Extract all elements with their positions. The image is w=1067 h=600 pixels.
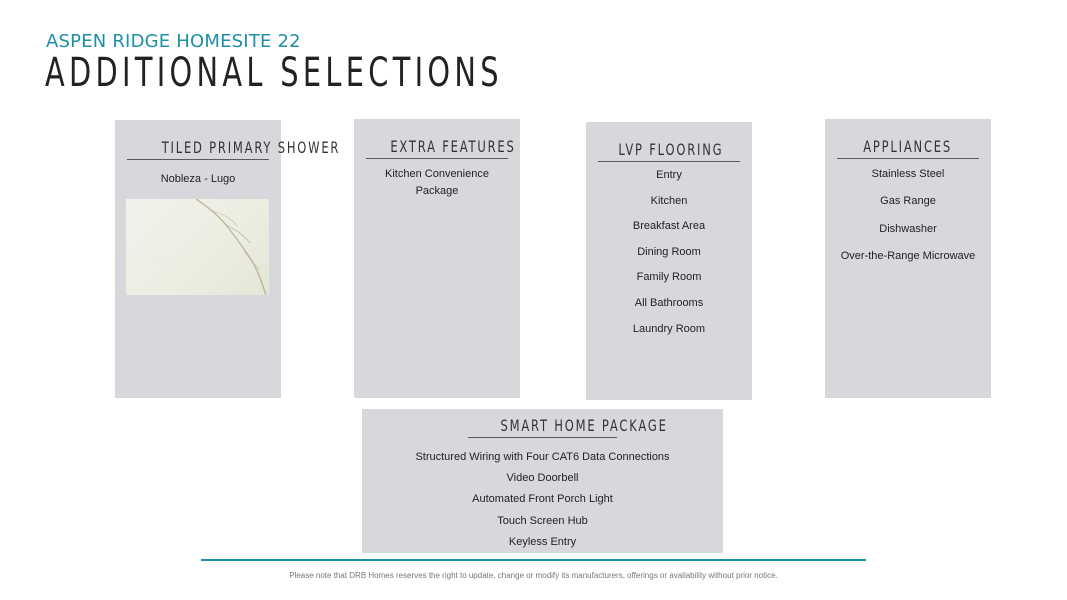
selection-item: Touch Screen Hub: [497, 514, 588, 527]
selection-item: Over-the-Range Microwave: [840, 249, 976, 262]
card-appliances: [825, 119, 991, 398]
selection-list: [825, 161, 991, 270]
selection-list: [362, 447, 723, 553]
selection-item: Dining Room: [637, 245, 701, 258]
selection-item: Automated Front Porch Light: [472, 493, 613, 506]
selection-item: Laundry Room: [632, 322, 706, 335]
card-title: EXTRA FEATURES: [390, 137, 516, 156]
card-title: SMART HOME PACKAGE: [500, 416, 668, 435]
card-lvp-flooring: [586, 122, 752, 400]
card-tiled-primary-shower: [115, 120, 341, 398]
selection-item: Dishwasher: [879, 222, 937, 235]
card-title: APPLIANCES: [863, 137, 953, 156]
card-title-rule: [598, 140, 740, 162]
marble-tile-sample-image: [126, 199, 269, 295]
footer-divider: [201, 559, 866, 561]
selection-item: Video Doorbell: [506, 472, 579, 485]
card-title: LVP FLOORING: [618, 140, 724, 159]
card-title: TILED PRIMARY SHOWER: [161, 138, 341, 157]
page-subtitle: ASPEN RIDGE HOMESITE 22: [46, 31, 301, 52]
card-smart-home-package: [362, 409, 723, 553]
selection-item: Breakfast Area: [632, 220, 706, 233]
page-title: ADDITIONAL SELECTIONS: [45, 50, 503, 96]
selection-list: [115, 173, 281, 185]
selection-item: Entry: [656, 169, 682, 181]
selection-item: Kitchen: [650, 194, 688, 207]
selection-item: All Bathrooms: [634, 296, 704, 309]
card-title-rule: [127, 138, 341, 160]
card-extra-features: [354, 119, 520, 398]
card-title-rule: [366, 137, 516, 159]
selection-list: [354, 166, 520, 200]
selection-list: [586, 163, 752, 342]
selection-item: Structured Wiring with Four CAT6 Data Connections: [415, 451, 670, 463]
selection-item: Kitchen Convenience: [385, 168, 489, 180]
selection-item: Keyless Entry: [508, 535, 577, 548]
selection-item: Stainless Steel: [871, 168, 945, 180]
selection-item: Gas Range: [880, 195, 936, 208]
selection-item: Family Room: [636, 271, 702, 284]
card-title-rule: [468, 416, 668, 438]
footer-disclaimer: Please note that DRB Homes reserves the right to update, change or modify its manufacturers, offerings or availability without prior notice.: [289, 571, 778, 580]
card-title-rule: [837, 137, 979, 159]
selection-item: Nobleza - Lugo: [160, 173, 236, 185]
selection-item: Package: [415, 185, 459, 197]
